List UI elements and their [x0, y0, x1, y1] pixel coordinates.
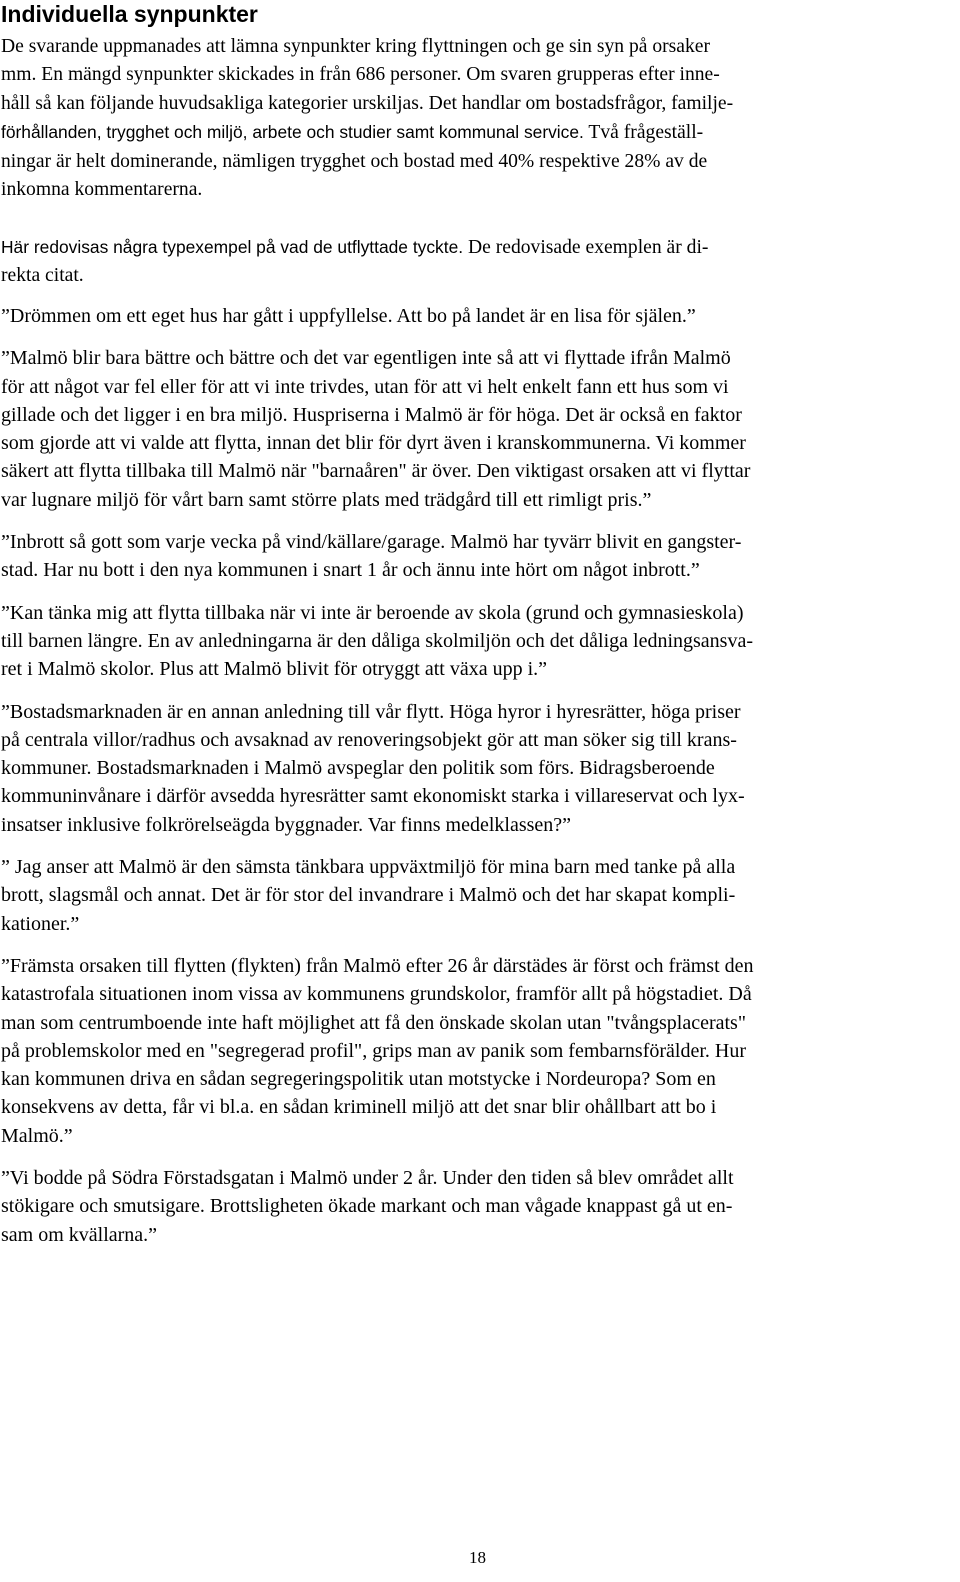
intro-paragraph-1-part-1: De svarande uppmanades att lämna synpunkter kring flyttningen och ge sin syn på orsaker mm. En mängd synpunkter skickades in från 686 personer. Om svaren grupperas efter inne- håll så kan följande huvudsakliga kategorier urskiljas. Det handlar om bostadsfrågor, familje-: [1, 36, 734, 114]
quote-item: ”Vi bodde på Södra Förstadsgatan i Malmö under 2 år. Under den tiden så blev området allt stökigare och smutsigare. Brottsligheten ökade markant och man vågade knappast gå ut en- sam om kvällarna.”: [1, 1167, 734, 1246]
intro-paragraph-2-part-1: Här redovisas några typexempel på vad de utflyttade tyckte.: [1, 236, 464, 257]
quote-item: ”Drömmen om ett eget hus har gått i uppfyllelse. Att bo på landet är en lisa för själen.”: [1, 305, 696, 327]
quote-item: ”Inbrott så gott som varje vecka på vind/källare/garage. Malmö har tyvärr blivit en gangster- stad. Har nu bott i den nya kommunen i snart 1 år och ännu inte hört om något inbrott.”: [1, 531, 742, 582]
quote-item: ”Kan tänka mig att flytta tillbaka när vi inte är beroende av skola (grund och gymnasieskola) till barnen längre. En av anledningarna är den dåliga skolmiljön och det dåliga ledningsansva- ret i Malmö skolor. Plus att Malmö blivit för otryggt att växa upp i.”: [1, 601, 753, 681]
section-heading: Individuella synpunkter: [1, 1, 258, 27]
intro-paragraph-1-part-3: Två frågeställ- ningar är helt dominerande, nämligen trygghet och bostad med 40% respektive 28% av de inkomna kommentarerna.: [1, 122, 708, 201]
quote-list: [1, 302, 956, 1263]
quote-item: ”Malmö blir bara bättre och bättre och det var egentligen inte så att vi flyttade ifrån Malmö för att något var fel eller för att vi inte trivdes, utan för att vi helt enkelt fann ett hus som vi gillade och det ligger i en bra miljö. Huspriserna i Malmö är för höga. Det är också en faktor som gjorde att vi valde att flytta, innan det blir för dyrt även i kranskommunerna. Vi kommer säkert att flytta tillbaka till Malmö när "barnaåren" är över. Den viktigast orsaken att vi flyttar var lugnare miljö för vårt barn samt större plats med trädgård till ett rimligt pris.”: [1, 347, 751, 511]
intro-paragraph-2-part-2: De redovisade exemplen är di- rekta citat.: [1, 236, 709, 287]
intro-text: [1, 33, 956, 291]
page-number: 18: [469, 1548, 486, 1567]
intro-paragraph-1-part-2: förhållanden, trygghet och miljö, arbete och studier samt kommunal service.: [1, 122, 584, 143]
quote-item: ”Bostadsmarknaden är en annan anledning till vår flytt. Höga hyror i hyresrätter, höga priser på centrala villor/radhus och avsaknad av renoveringsobjekt gör att man söker sig till krans- kommuner. Bostadsmarknaden i Malmö avspeglar den politik som förs. Bidragsberoende kommuninvånare i därför avsedda hyresrätter samt ekonomiskt starka i villareservat och lyx- insatser inklusive folkrörelseägda byggnader. Var finns medelklassen?”: [1, 700, 745, 836]
quote-item: ” Jag anser att Malmö är den sämsta tänkbara uppväxtmiljö för mina barn med tanke på alla brott, slagsmål och annat. Det är för stor del invandrare i Malmö och det har skapat kompli- kationer.”: [1, 856, 736, 935]
quote-item: ”Främsta orsaken till flytten (flykten) från Malmö efter 26 år därstädes är först och främst den katastrofala situationen inom vissa av kommunens grundskolor, framför allt på högstadiet. Då man som centrumboende inte haft möjlighet att få den önskade skolan utan "tvångsplacerats" på problemskolor med en "segregerad profil", grips man av panik som fembarnsförälder. Hur kan kommunen driva en sådan segregeringspolitik utan motstycke i Nordeuropa? Som en konsekvens av detta, får vi bl.a. en sådan kriminell miljö att det snar blir ohållbart att bo i Malmö.”: [1, 954, 754, 1147]
